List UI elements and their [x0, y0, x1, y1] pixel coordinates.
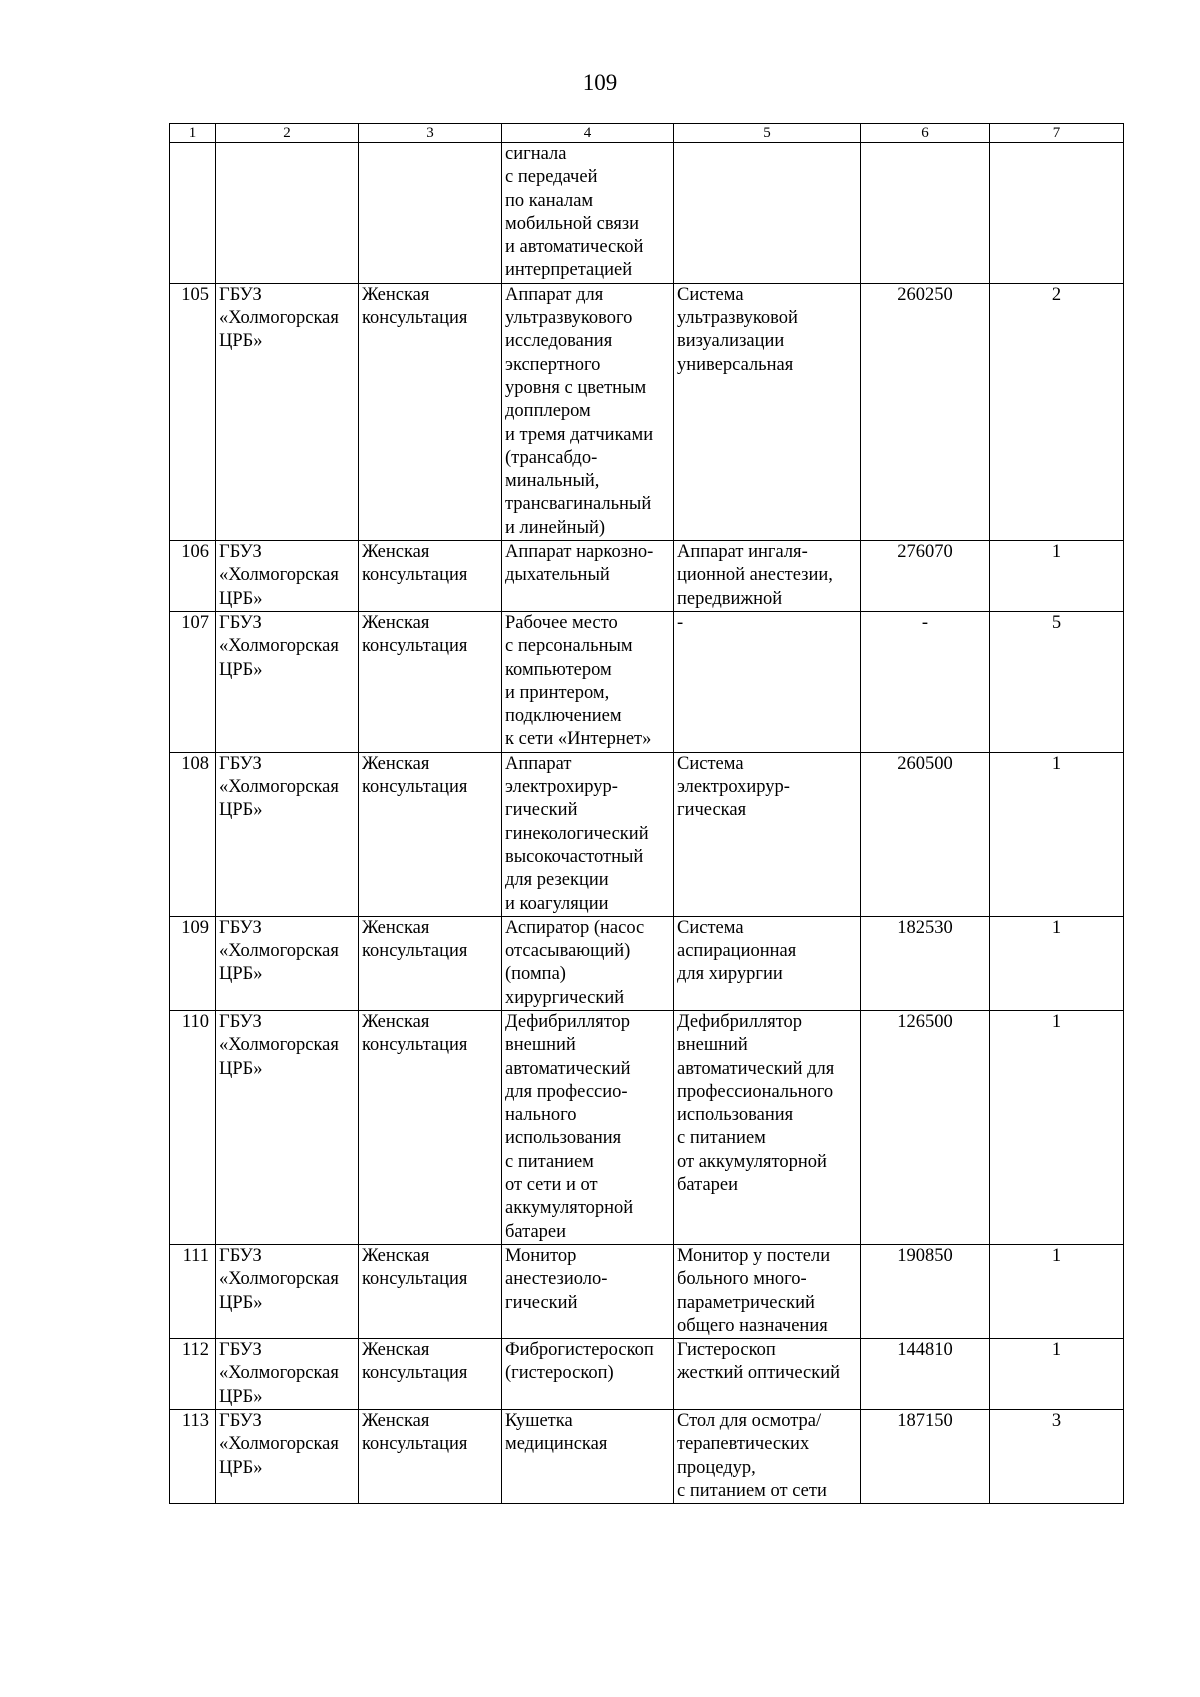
organization-cell	[216, 143, 359, 284]
row-number-cell: 108	[170, 752, 216, 916]
quantity-cell: 5	[990, 611, 1124, 752]
quantity-cell	[990, 143, 1124, 284]
column-header: 7	[990, 124, 1124, 143]
equipment-code-cell: 260250	[861, 283, 990, 540]
column-header: 4	[502, 124, 674, 143]
organization-cell: ГБУЗ «Холмогорская ЦРБ»	[216, 283, 359, 540]
quantity-cell: 1	[990, 1010, 1124, 1244]
page-number: 109	[582, 70, 618, 95]
equipment-category-cell: Монитор у постели больного много- параметрический общего назначения	[674, 1244, 861, 1338]
department-cell: Женская консультация	[359, 1244, 502, 1338]
organization-cell: ГБУЗ «Холмогорская ЦРБ»	[216, 752, 359, 916]
table-row	[170, 1410, 1124, 1504]
row-number-cell: 111	[170, 1244, 216, 1338]
equipment-category-cell: -	[674, 611, 861, 752]
equipment-code-cell: 144810	[861, 1339, 990, 1410]
department-cell: Женская консультация	[359, 611, 502, 752]
organization-cell: ГБУЗ «Холмогорская ЦРБ»	[216, 611, 359, 752]
table-row	[170, 143, 1124, 284]
row-number-cell	[170, 143, 216, 284]
equipment-code-cell: 187150	[861, 1410, 990, 1504]
organization-cell: ГБУЗ «Холмогорская ЦРБ»	[216, 541, 359, 612]
column-header: 3	[359, 124, 502, 143]
equipment-name-cell: Аппарат наркозно- дыхательный	[502, 541, 674, 612]
table-row	[170, 752, 1124, 916]
equipment-code-cell: 260500	[861, 752, 990, 916]
equipment-name-cell: Монитор анестезиоло- гический	[502, 1244, 674, 1338]
equipment-name-cell: Аппарат для ультразвукового исследования экспертного уровня с цветным допплером и тремя датчиками (трансабдо- минальный, трансвагинальный и линейный)	[502, 283, 674, 540]
equipment-code-cell	[861, 143, 990, 284]
equipment-code-cell: -	[861, 611, 990, 752]
department-cell: Женская консультация	[359, 1410, 502, 1504]
equipment-code-cell: 182530	[861, 916, 990, 1010]
quantity-cell: 1	[990, 541, 1124, 612]
department-cell: Женская консультация	[359, 1339, 502, 1410]
row-number-cell: 109	[170, 916, 216, 1010]
column-header: 2	[216, 124, 359, 143]
equipment-name-cell: сигнала с передачей по каналам мобильной связи и автоматической интерпретацией	[502, 143, 674, 284]
table-row	[170, 1244, 1124, 1338]
equipment-name-cell: Рабочее место с персональным компьютером и принтером, подключением к сети «Интернет»	[502, 611, 674, 752]
equipment-table	[169, 123, 1124, 1504]
column-header: 1	[170, 124, 216, 143]
equipment-code-cell: 190850	[861, 1244, 990, 1338]
quantity-cell: 1	[990, 1244, 1124, 1338]
table-row	[170, 283, 1124, 540]
equipment-name-cell: Аспиратор (насос отсасывающий) (помпа) хирургический	[502, 916, 674, 1010]
equipment-category-cell: Система ультразвуковой визуализации универсальная	[674, 283, 861, 540]
quantity-cell: 1	[990, 752, 1124, 916]
equipment-category-cell: Аппарат ингаля- ционной анестезии, передвижной	[674, 541, 861, 612]
equipment-category-cell: Система электрохирур- гическая	[674, 752, 861, 916]
row-number-cell: 112	[170, 1339, 216, 1410]
equipment-code-cell: 276070	[861, 541, 990, 612]
quantity-cell: 1	[990, 916, 1124, 1010]
table-row	[170, 541, 1124, 612]
table-row	[170, 611, 1124, 752]
row-number-cell: 113	[170, 1410, 216, 1504]
row-number-cell: 107	[170, 611, 216, 752]
equipment-name-cell: Аппарат электрохирур- гический гинекологический высокочастотный для резекции и коагуляции	[502, 752, 674, 916]
equipment-category-cell: Гистероскоп жесткий оптический	[674, 1339, 861, 1410]
equipment-code-cell: 126500	[861, 1010, 990, 1244]
organization-cell: ГБУЗ «Холмогорская ЦРБ»	[216, 1244, 359, 1338]
equipment-category-cell: Система аспирационная для хирургии	[674, 916, 861, 1010]
organization-cell: ГБУЗ «Холмогорская ЦРБ»	[216, 1339, 359, 1410]
quantity-cell: 1	[990, 1339, 1124, 1410]
row-number-cell: 106	[170, 541, 216, 612]
quantity-cell: 3	[990, 1410, 1124, 1504]
table-header-row	[170, 124, 1124, 143]
organization-cell: ГБУЗ «Холмогорская ЦРБ»	[216, 916, 359, 1010]
equipment-category-cell	[674, 143, 861, 284]
equipment-name-cell: Фиброгистероскоп (гистероскоп)	[502, 1339, 674, 1410]
table-row	[170, 1010, 1124, 1244]
equipment-name-cell: Дефибриллятор внешний автоматический для профессио- нального использования с питанием от сети и от аккумуляторной батареи	[502, 1010, 674, 1244]
department-cell: Женская консультация	[359, 752, 502, 916]
table-row	[170, 916, 1124, 1010]
column-header: 5	[674, 124, 861, 143]
column-header: 6	[861, 124, 990, 143]
department-cell: Женская консультация	[359, 1010, 502, 1244]
equipment-name-cell: Кушетка медицинская	[502, 1410, 674, 1504]
department-cell: Женская консультация	[359, 541, 502, 612]
quantity-cell: 2	[990, 283, 1124, 540]
row-number-cell: 105	[170, 283, 216, 540]
equipment-category-cell: Стол для осмотра/ терапевтических процедур, с питанием от сети	[674, 1410, 861, 1504]
organization-cell: ГБУЗ «Холмогорская ЦРБ»	[216, 1010, 359, 1244]
table-row	[170, 1339, 1124, 1410]
row-number-cell: 110	[170, 1010, 216, 1244]
department-cell	[359, 143, 502, 284]
department-cell: Женская консультация	[359, 283, 502, 540]
equipment-category-cell: Дефибриллятор внешний автоматический для профессионального использования с питанием от аккумуляторной батареи	[674, 1010, 861, 1244]
organization-cell: ГБУЗ «Холмогорская ЦРБ»	[216, 1410, 359, 1504]
department-cell: Женская консультация	[359, 916, 502, 1010]
